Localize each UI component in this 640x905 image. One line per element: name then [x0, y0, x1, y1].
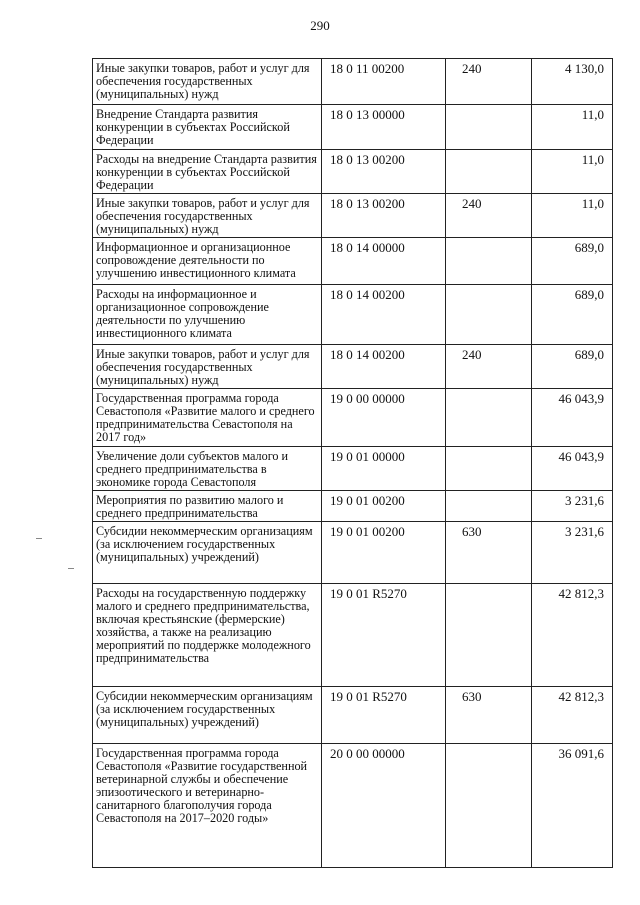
row-amount: 689,0 — [532, 285, 613, 345]
row-description: Информационное и организационное сопровождение деятельности по улучшению инвестиционного климата — [93, 238, 322, 285]
table-row — [93, 389, 613, 447]
row-amount: 11,0 — [532, 194, 613, 238]
row-code: 19 0 01 00200 — [322, 491, 446, 522]
row-description: Субсидии некоммерческим организациям (за исключением государственных (муниципальных) учреждений) — [93, 687, 322, 744]
table-row — [93, 522, 613, 584]
table-row — [93, 59, 613, 105]
row-code: 19 0 01 00200 — [322, 522, 446, 584]
row-expense-type — [446, 447, 532, 491]
row-expense-type: 240 — [446, 194, 532, 238]
row-description: Субсидии некоммерческим организациям (за исключением государственных (муниципальных) учреждений) — [93, 522, 322, 584]
row-amount: 11,0 — [532, 105, 613, 150]
row-description: Иные закупки товаров, работ и услуг для обеспечения государственных (муниципальных) нужд — [93, 194, 322, 238]
row-expense-type: 240 — [446, 59, 532, 105]
table-row — [93, 584, 613, 687]
table-row — [93, 105, 613, 150]
table-row — [93, 150, 613, 194]
row-code: 18 0 13 00200 — [322, 194, 446, 238]
budget-table — [92, 58, 613, 868]
row-expense-type — [446, 285, 532, 345]
row-code: 18 0 14 00200 — [322, 345, 446, 389]
row-amount: 11,0 — [532, 150, 613, 194]
row-expense-type: 240 — [446, 345, 532, 389]
row-amount: 42 812,3 — [532, 584, 613, 687]
row-code: 18 0 11 00200 — [322, 59, 446, 105]
table-row — [93, 285, 613, 345]
row-amount: 36 091,6 — [532, 744, 613, 868]
row-description: Увеличение доли субъектов малого и среднего предпринимательства в экономике города Севастополя — [93, 447, 322, 491]
row-description: Мероприятия по развитию малого и среднего предпринимательства — [93, 491, 322, 522]
row-expense-type — [446, 744, 532, 868]
margin-mark — [68, 568, 74, 569]
row-expense-type — [446, 584, 532, 687]
row-code: 18 0 13 00000 — [322, 105, 446, 150]
row-code: 18 0 13 00200 — [322, 150, 446, 194]
table-row — [93, 238, 613, 285]
row-amount: 3 231,6 — [532, 522, 613, 584]
row-amount: 689,0 — [532, 345, 613, 389]
row-expense-type — [446, 238, 532, 285]
table-row — [93, 194, 613, 238]
row-description: Расходы на государственную поддержку малого и среднего предпринимательства, включая крестьянские (фермерские) хозяйства, а также на реализацию мероприятий по поддержке молодежного предпринимательства — [93, 584, 322, 687]
table-row — [93, 345, 613, 389]
row-expense-type — [446, 150, 532, 194]
row-amount: 689,0 — [532, 238, 613, 285]
page-number: 290 — [310, 18, 330, 33]
row-expense-type — [446, 389, 532, 447]
row-expense-type: 630 — [446, 522, 532, 584]
row-amount: 46 043,9 — [532, 447, 613, 491]
budget-table-body — [93, 59, 613, 868]
row-code: 18 0 14 00000 — [322, 238, 446, 285]
table-row — [93, 491, 613, 522]
row-expense-type — [446, 491, 532, 522]
row-code: 19 0 01 R5270 — [322, 687, 446, 744]
row-expense-type — [446, 105, 532, 150]
margin-mark — [36, 538, 42, 539]
row-description: Расходы на информационное и организационное сопровождение деятельности по улучшению инвестиционного климата — [93, 285, 322, 345]
row-code: 18 0 14 00200 — [322, 285, 446, 345]
row-description: Расходы на внедрение Стандарта развития конкуренции в субъектах Российской Федерации — [93, 150, 322, 194]
table-row — [93, 447, 613, 491]
row-description: Внедрение Стандарта развития конкуренции в субъектах Российской Федерации — [93, 105, 322, 150]
row-amount: 42 812,3 — [532, 687, 613, 744]
row-description: Иные закупки товаров, работ и услуг для обеспечения государственных (муниципальных) нужд — [93, 59, 322, 105]
row-description: Государственная программа города Севастополя «Развитие государственной ветеринарной службы и обеспечение эпизоотического и ветеринарно-санитарного благополучия города Севастополя на 2017–2020 годы» — [93, 744, 322, 868]
row-amount: 46 043,9 — [532, 389, 613, 447]
table-row — [93, 687, 613, 744]
row-amount: 3 231,6 — [532, 491, 613, 522]
row-amount: 4 130,0 — [532, 59, 613, 105]
row-expense-type: 630 — [446, 687, 532, 744]
row-code: 19 0 00 00000 — [322, 389, 446, 447]
row-code: 20 0 00 00000 — [322, 744, 446, 868]
row-description: Иные закупки товаров, работ и услуг для обеспечения государственных (муниципальных) нужд — [93, 345, 322, 389]
row-description: Государственная программа города Севастополя «Развитие малого и среднего предпринимательства Севастополя на 2017 год» — [93, 389, 322, 447]
table-row — [93, 744, 613, 868]
row-code: 19 0 01 R5270 — [322, 584, 446, 687]
row-code: 19 0 01 00000 — [322, 447, 446, 491]
